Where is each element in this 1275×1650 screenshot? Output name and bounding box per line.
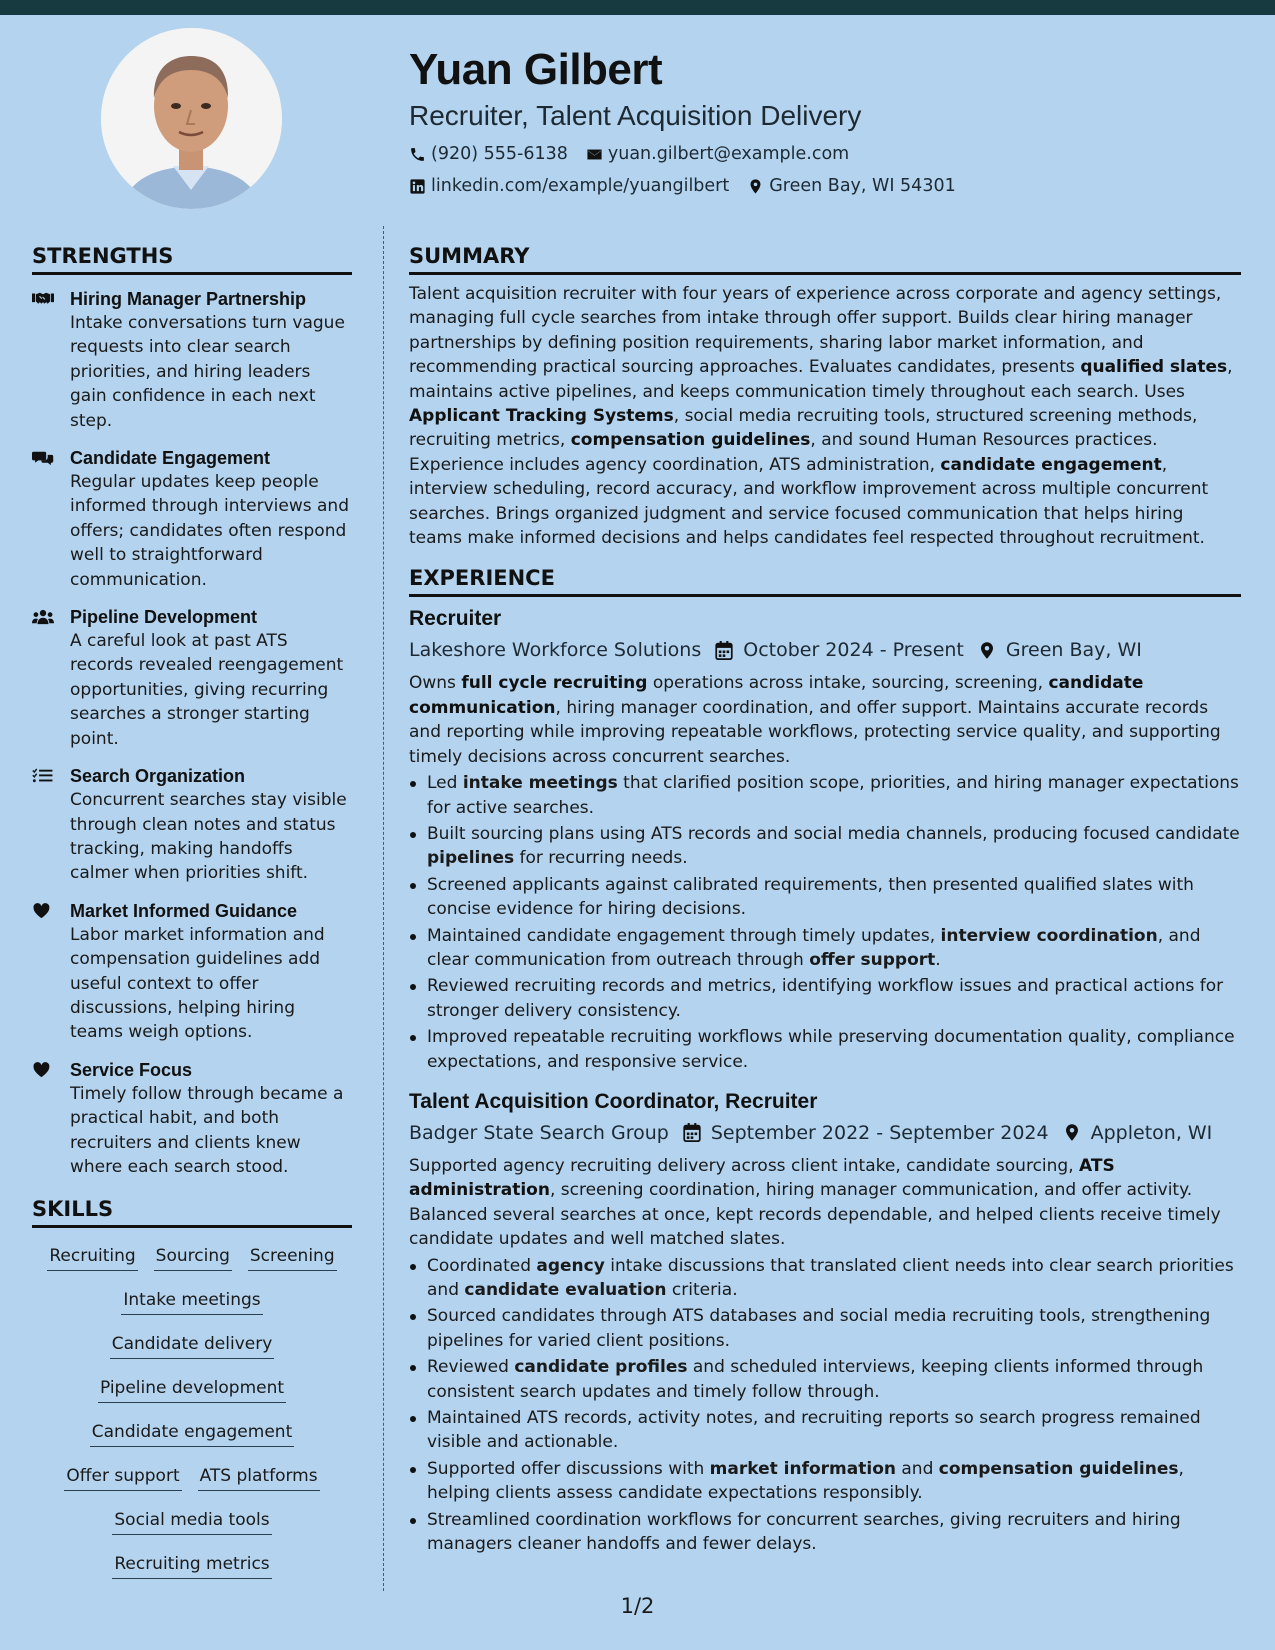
text-run: , social media recruiting tools, structured screening methods, recruiting metrics,	[409, 406, 1198, 451]
summary-heading: SUMMARY	[409, 242, 1241, 275]
calendar-icon	[683, 1123, 701, 1142]
skill-tag: Social media tools	[112, 1508, 271, 1535]
job-entry	[409, 1088, 1241, 1557]
heart-icon	[32, 1058, 70, 1180]
text-run: Supported agency recruiting delivery across client intake, candidate sourcing,	[409, 1155, 1080, 1176]
contact-row-1	[409, 142, 1229, 166]
strength-title: Service Focus	[70, 1059, 193, 1080]
bullet-item	[409, 1508, 1241, 1557]
heart-icon	[32, 899, 70, 1045]
text-run: intake discussions that translated client needs into clear search priorities and	[427, 1255, 1234, 1300]
skill-tag: Pipeline development	[98, 1376, 286, 1403]
text-run: Improved repeatable recruiting workflows while preserving documentation quality, compliance expectations, and responsive service.	[427, 1027, 1235, 1072]
bold-term: Applicant Tracking Systems	[409, 406, 674, 427]
linkedin-icon	[409, 178, 426, 195]
job-entry	[409, 605, 1241, 1074]
company-name: Badger State Search Group	[409, 1121, 669, 1144]
text-run: Built sourcing plans using ATS records and social media channels, producing focused candidate	[427, 823, 1240, 844]
text-run: Reviewed recruiting records and metrics, identifying workflow issues and practical actions for stronger delivery consistency.	[427, 976, 1224, 1021]
text-run: , and sound Human Resources practices. Experience includes agency coordination, ATS administration,	[409, 430, 1158, 475]
job-meta	[409, 1119, 1241, 1147]
text-run: , maintains active pipelines, and keeps communication timely throughout each search. Uses	[409, 357, 1233, 402]
skill-tag: Sourcing	[154, 1244, 232, 1271]
text-run: for recurring needs.	[514, 848, 688, 869]
checklist-icon	[32, 764, 70, 886]
text-run: and	[895, 1458, 939, 1479]
right-column	[409, 242, 1241, 1558]
linkedin-contact[interactable]	[409, 174, 729, 198]
phone-text: (920) 555-6138	[431, 144, 568, 164]
strength-description: Regular updates keep people informed through interviews and offers; candidates often respond well to straightforward communication.	[70, 472, 349, 590]
strength-description: Concurrent searches stay visible through clean notes and status tracking, making handoffs calmer when priorities shift.	[70, 790, 347, 884]
text-run: Sourced candidates through ATS databases and social media recruiting tools, strengthening pipelines for varied client positions.	[427, 1306, 1211, 1351]
job-location-text: Appleton, WI	[1090, 1121, 1213, 1144]
strength-title: Candidate Engagement	[70, 448, 271, 469]
text-run: Owns	[409, 673, 462, 694]
strength-body	[70, 1058, 352, 1180]
resume-header	[409, 42, 1229, 198]
job-dates	[683, 1119, 1049, 1147]
bold-term: candidate evaluation	[464, 1280, 667, 1300]
profile-photo	[101, 28, 282, 209]
text-run: , interview scheduling, record accuracy, and workflow improvement across multiple concurrent searches. Brings organized judgment and service focused communication that helps hiring teams make informed decisions and helps candidates feel respected throughout recruitment.	[409, 454, 1209, 549]
job-location	[1063, 1119, 1213, 1147]
skill-tag: Recruiting metrics	[112, 1552, 271, 1579]
text-run: Streamlined coordination workflows for concurrent searches, giving recruiters and hiring managers cleaner handoffs and fewer delays.	[427, 1509, 1181, 1555]
job-location	[978, 636, 1142, 664]
text-run: Coordinated	[427, 1255, 537, 1276]
calendar-icon	[715, 641, 733, 660]
text-run: Maintained candidate engagement through timely updates,	[427, 925, 941, 946]
phone-icon	[409, 146, 426, 163]
job-bullets	[409, 771, 1241, 1074]
summary-text	[409, 282, 1241, 550]
bullet-item	[409, 1025, 1241, 1074]
job-description	[409, 1154, 1241, 1252]
skills-heading: SKILLS	[32, 1195, 352, 1228]
strength-item	[32, 1058, 352, 1180]
text-run: Talent acquisition recruiter with four years of experience across corporate and agency settings, managing full cycle searches from intake through offer support. Builds clear hiring manager partnerships by defining position requirements, sharing labor market information, and recommending practical sourcing approaches. Evaluates candidates, presents	[409, 284, 1222, 378]
contact-row-2	[409, 174, 1229, 198]
strength-description: Intake conversations turn vague requests into clear search priorities, and hiring leaders gain confidence in each next step.	[70, 313, 345, 431]
strength-item	[32, 764, 352, 886]
candidate-title: Recruiter, Talent Acquisition Delivery	[409, 100, 862, 131]
bold-term: compensation guidelines	[570, 430, 811, 451]
email-contact[interactable]	[586, 142, 849, 166]
strength-body	[70, 605, 352, 751]
bold-term: compensation guidelines	[938, 1458, 1179, 1479]
text-run: and scheduled interviews, keeping clients informed through consistent search updates and timely follow through.	[427, 1357, 1204, 1402]
bullet-item	[409, 1254, 1241, 1303]
text-run: Reviewed	[427, 1357, 515, 1378]
skill-tag: Candidate delivery	[110, 1332, 275, 1359]
text-run: , screening coordination, hiring manager communication, and offer activity. Balanced several searches at once, kept records dependable, and helped clients receive timely candidate updates and well matched slates.	[409, 1180, 1221, 1250]
text-run: operations across intake, sourcing, screening,	[647, 673, 1049, 694]
bold-term: market information	[709, 1458, 896, 1479]
bold-term: qualified slates	[1080, 357, 1228, 378]
top-accent-bar	[0, 0, 1275, 15]
experience-heading: EXPERIENCE	[409, 564, 1241, 597]
skill-tag: Recruiting	[47, 1244, 137, 1271]
strength-item	[32, 287, 352, 433]
bold-term: ATS administration	[409, 1155, 1115, 1201]
bullet-item	[409, 1304, 1241, 1353]
bold-term: offer support	[809, 949, 936, 970]
strength-title: Market Informed Guidance	[70, 900, 298, 921]
text-run: , and clear communication from outreach through	[427, 925, 1201, 970]
job-description	[409, 671, 1241, 769]
bold-term: full cycle recruiting	[461, 673, 648, 694]
strength-body	[70, 764, 352, 886]
map-pin-icon	[747, 178, 764, 195]
strength-body	[70, 446, 352, 592]
strengths-list	[32, 287, 352, 1179]
job-title: Talent Acquisition Coordinator, Recruiter	[409, 1089, 818, 1113]
bold-term: candidate profiles	[514, 1357, 688, 1378]
chat-bubbles-icon	[32, 446, 70, 592]
strength-item	[32, 605, 352, 751]
experience-section	[409, 564, 1241, 1556]
skill-tag: Screening	[248, 1244, 337, 1271]
strength-item	[32, 899, 352, 1045]
skill-tag: Candidate engagement	[90, 1420, 294, 1447]
strength-description: Timely follow through became a practical habit, and both recruiters and clients knew where each search stood.	[70, 1083, 344, 1177]
bullet-item	[409, 1457, 1241, 1506]
page-indicator: 1/2	[620, 1594, 655, 1618]
skills-list	[32, 1238, 352, 1590]
bold-term: candidate engagement	[940, 454, 1162, 475]
bold-term: intake meetings	[462, 773, 618, 794]
text-run: Led	[427, 773, 463, 794]
text-run: , helping clients assess candidate expectations responsibly.	[427, 1458, 1184, 1504]
phone-contact[interactable]	[409, 142, 568, 166]
bold-term: agency	[536, 1255, 605, 1276]
bullet-item	[409, 924, 1241, 973]
bullet-item	[409, 1406, 1241, 1455]
text-run: , hiring manager coordination, and offer support. Maintains accurate records and reporting while improving repeatable workflows, protecting service quality, and supporting timely decisions across concurrent searches.	[409, 697, 1221, 767]
job-dates-text: September 2022 - September 2024	[710, 1121, 1049, 1144]
bullet-item	[409, 771, 1241, 820]
strength-title: Search Organization	[70, 766, 246, 787]
skill-tag: Offer support	[64, 1464, 181, 1491]
skills-section	[32, 1195, 352, 1590]
bold-term: pipelines	[427, 848, 515, 869]
bold-term: candidate communication	[409, 673, 1144, 718]
email-text: yuan.gilbert@example.com	[607, 144, 850, 164]
strength-body	[70, 287, 352, 433]
bold-term: interview coordination	[940, 925, 1158, 946]
job-dates	[715, 636, 964, 664]
skill-tag: ATS platforms	[198, 1464, 320, 1491]
job-meta	[409, 636, 1241, 664]
strength-item	[32, 446, 352, 592]
location-contact	[747, 174, 955, 198]
strength-description: Labor market information and compensation guidelines add useful context to offer discussions, helping hiring teams weigh options.	[70, 924, 325, 1043]
job-title: Recruiter	[409, 607, 502, 631]
job-list	[409, 605, 1241, 1556]
job-bullets	[409, 1254, 1241, 1557]
text-run: Supported offer discussions with	[427, 1458, 710, 1479]
bullet-item	[409, 822, 1241, 871]
users-icon	[32, 605, 70, 751]
text-run: Maintained ATS records, activity notes, and recruiting reports so search progress remained visible and actionable.	[427, 1408, 1201, 1453]
job-location-text: Green Bay, WI	[1005, 639, 1142, 662]
bullet-item	[409, 873, 1241, 922]
map-pin-icon	[978, 641, 996, 660]
column-divider	[383, 226, 384, 1591]
strength-title: Hiring Manager Partnership	[70, 289, 307, 309]
text-run: .	[935, 949, 941, 970]
text-run: Screened applicants against calibrated requirements, then presented qualified slates with concise evidence for hiring decisions.	[427, 874, 1194, 920]
strength-body	[70, 899, 352, 1045]
bullet-item	[409, 1355, 1241, 1404]
linkedin-text: linkedin.com/example/yuangilbert	[431, 176, 730, 196]
job-dates-text: October 2024 - Present	[743, 639, 964, 662]
strength-title: Pipeline Development	[70, 607, 258, 628]
portrait-image	[101, 28, 282, 209]
envelope-icon	[586, 146, 603, 163]
bullet-item	[409, 974, 1241, 1023]
candidate-name: Yuan Gilbert	[409, 45, 663, 94]
text-run: criteria.	[666, 1280, 738, 1300]
text-run: that clarified position scope, priorities, and hiring manager expectations for active searches.	[427, 773, 1239, 818]
strength-description: A careful look at past ATS records revealed reengagement opportunities, giving recurring searches a stronger starting point.	[70, 631, 344, 749]
location-text: Green Bay, WI 54301	[769, 176, 956, 196]
skill-tag: Intake meetings	[121, 1288, 262, 1315]
map-pin-icon	[1063, 1123, 1081, 1142]
handshake-icon	[32, 287, 70, 433]
left-column	[32, 242, 352, 1590]
company-name: Lakeshore Workforce Solutions	[409, 639, 702, 662]
strengths-heading: STRENGTHS	[32, 242, 352, 275]
